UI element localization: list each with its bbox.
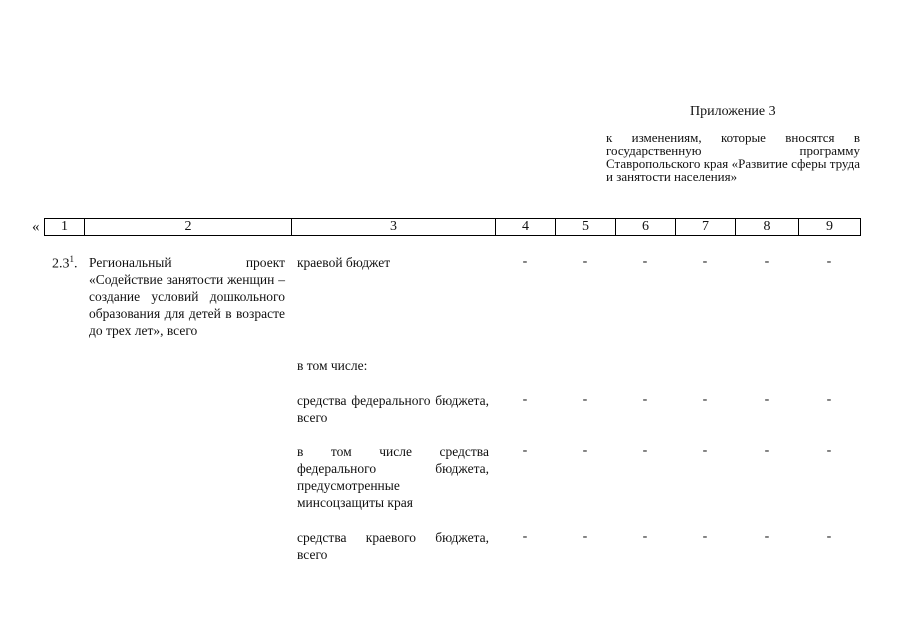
value-cell: - bbox=[582, 443, 588, 458]
header-col-4: 4 bbox=[496, 219, 556, 236]
value-cell: - bbox=[826, 392, 832, 407]
header-col-1: 1 bbox=[45, 219, 85, 236]
column-number-header bbox=[44, 218, 861, 236]
value-cell: - bbox=[764, 529, 770, 544]
value-cell: - bbox=[522, 392, 528, 407]
project-name: Региональный проект «Содействие занятости женщин – создание условий дошкольного образования для детей в возрасте до трех лет», всего bbox=[89, 255, 285, 338]
row-number-main: 2.3 bbox=[52, 256, 70, 272]
header-col-5: 5 bbox=[556, 219, 616, 236]
value-cell: - bbox=[764, 254, 770, 269]
value-cell: - bbox=[702, 254, 708, 269]
source-federal-budget-total: средства федерального бюджета, всего bbox=[297, 393, 489, 425]
appendix-text: к изменениям, которые вносятся в государственную программу Ставропольского края «Развитие сферы труда и занятости населения» bbox=[606, 130, 860, 184]
source-regional-budget: краевой бюджет bbox=[297, 255, 391, 270]
value-cell: - bbox=[582, 392, 588, 407]
value-cell: - bbox=[582, 254, 588, 269]
value-cell: - bbox=[642, 443, 648, 458]
value-cell: - bbox=[642, 529, 648, 544]
source-regional-budget-total: средства краевого бюджета, всего bbox=[297, 530, 489, 562]
value-cell: - bbox=[642, 392, 648, 407]
row-number-superscript: 1 bbox=[69, 254, 74, 264]
header-col-3: 3 bbox=[292, 219, 496, 236]
value-cell: - bbox=[522, 529, 528, 544]
value-cell: - bbox=[702, 443, 708, 458]
appendix-title: Приложение 3 bbox=[690, 104, 776, 119]
header-col-6: 6 bbox=[616, 219, 676, 236]
value-cell: - bbox=[702, 392, 708, 407]
source-federal-budget-minsoc: в том числе средства федерального бюджета, предусмотренные минсоцзащиты края bbox=[297, 444, 489, 510]
header-col-2: 2 bbox=[85, 219, 292, 236]
value-cell: - bbox=[826, 443, 832, 458]
row-number bbox=[52, 254, 78, 273]
value-cell: - bbox=[642, 254, 648, 269]
value-cell: - bbox=[582, 529, 588, 544]
value-cell: - bbox=[826, 529, 832, 544]
header-col-8: 8 bbox=[736, 219, 799, 236]
header-col-7: 7 bbox=[676, 219, 736, 236]
row-number-suffix: . bbox=[74, 256, 78, 272]
opening-quote: « bbox=[32, 219, 40, 235]
value-cell: - bbox=[702, 529, 708, 544]
value-cell: - bbox=[764, 392, 770, 407]
value-cell: - bbox=[764, 443, 770, 458]
header-row bbox=[45, 219, 861, 236]
value-cell: - bbox=[522, 254, 528, 269]
value-cell: - bbox=[826, 254, 832, 269]
value-cell: - bbox=[522, 443, 528, 458]
header-col-9: 9 bbox=[799, 219, 861, 236]
source-including-label: в том числе: bbox=[297, 358, 368, 373]
